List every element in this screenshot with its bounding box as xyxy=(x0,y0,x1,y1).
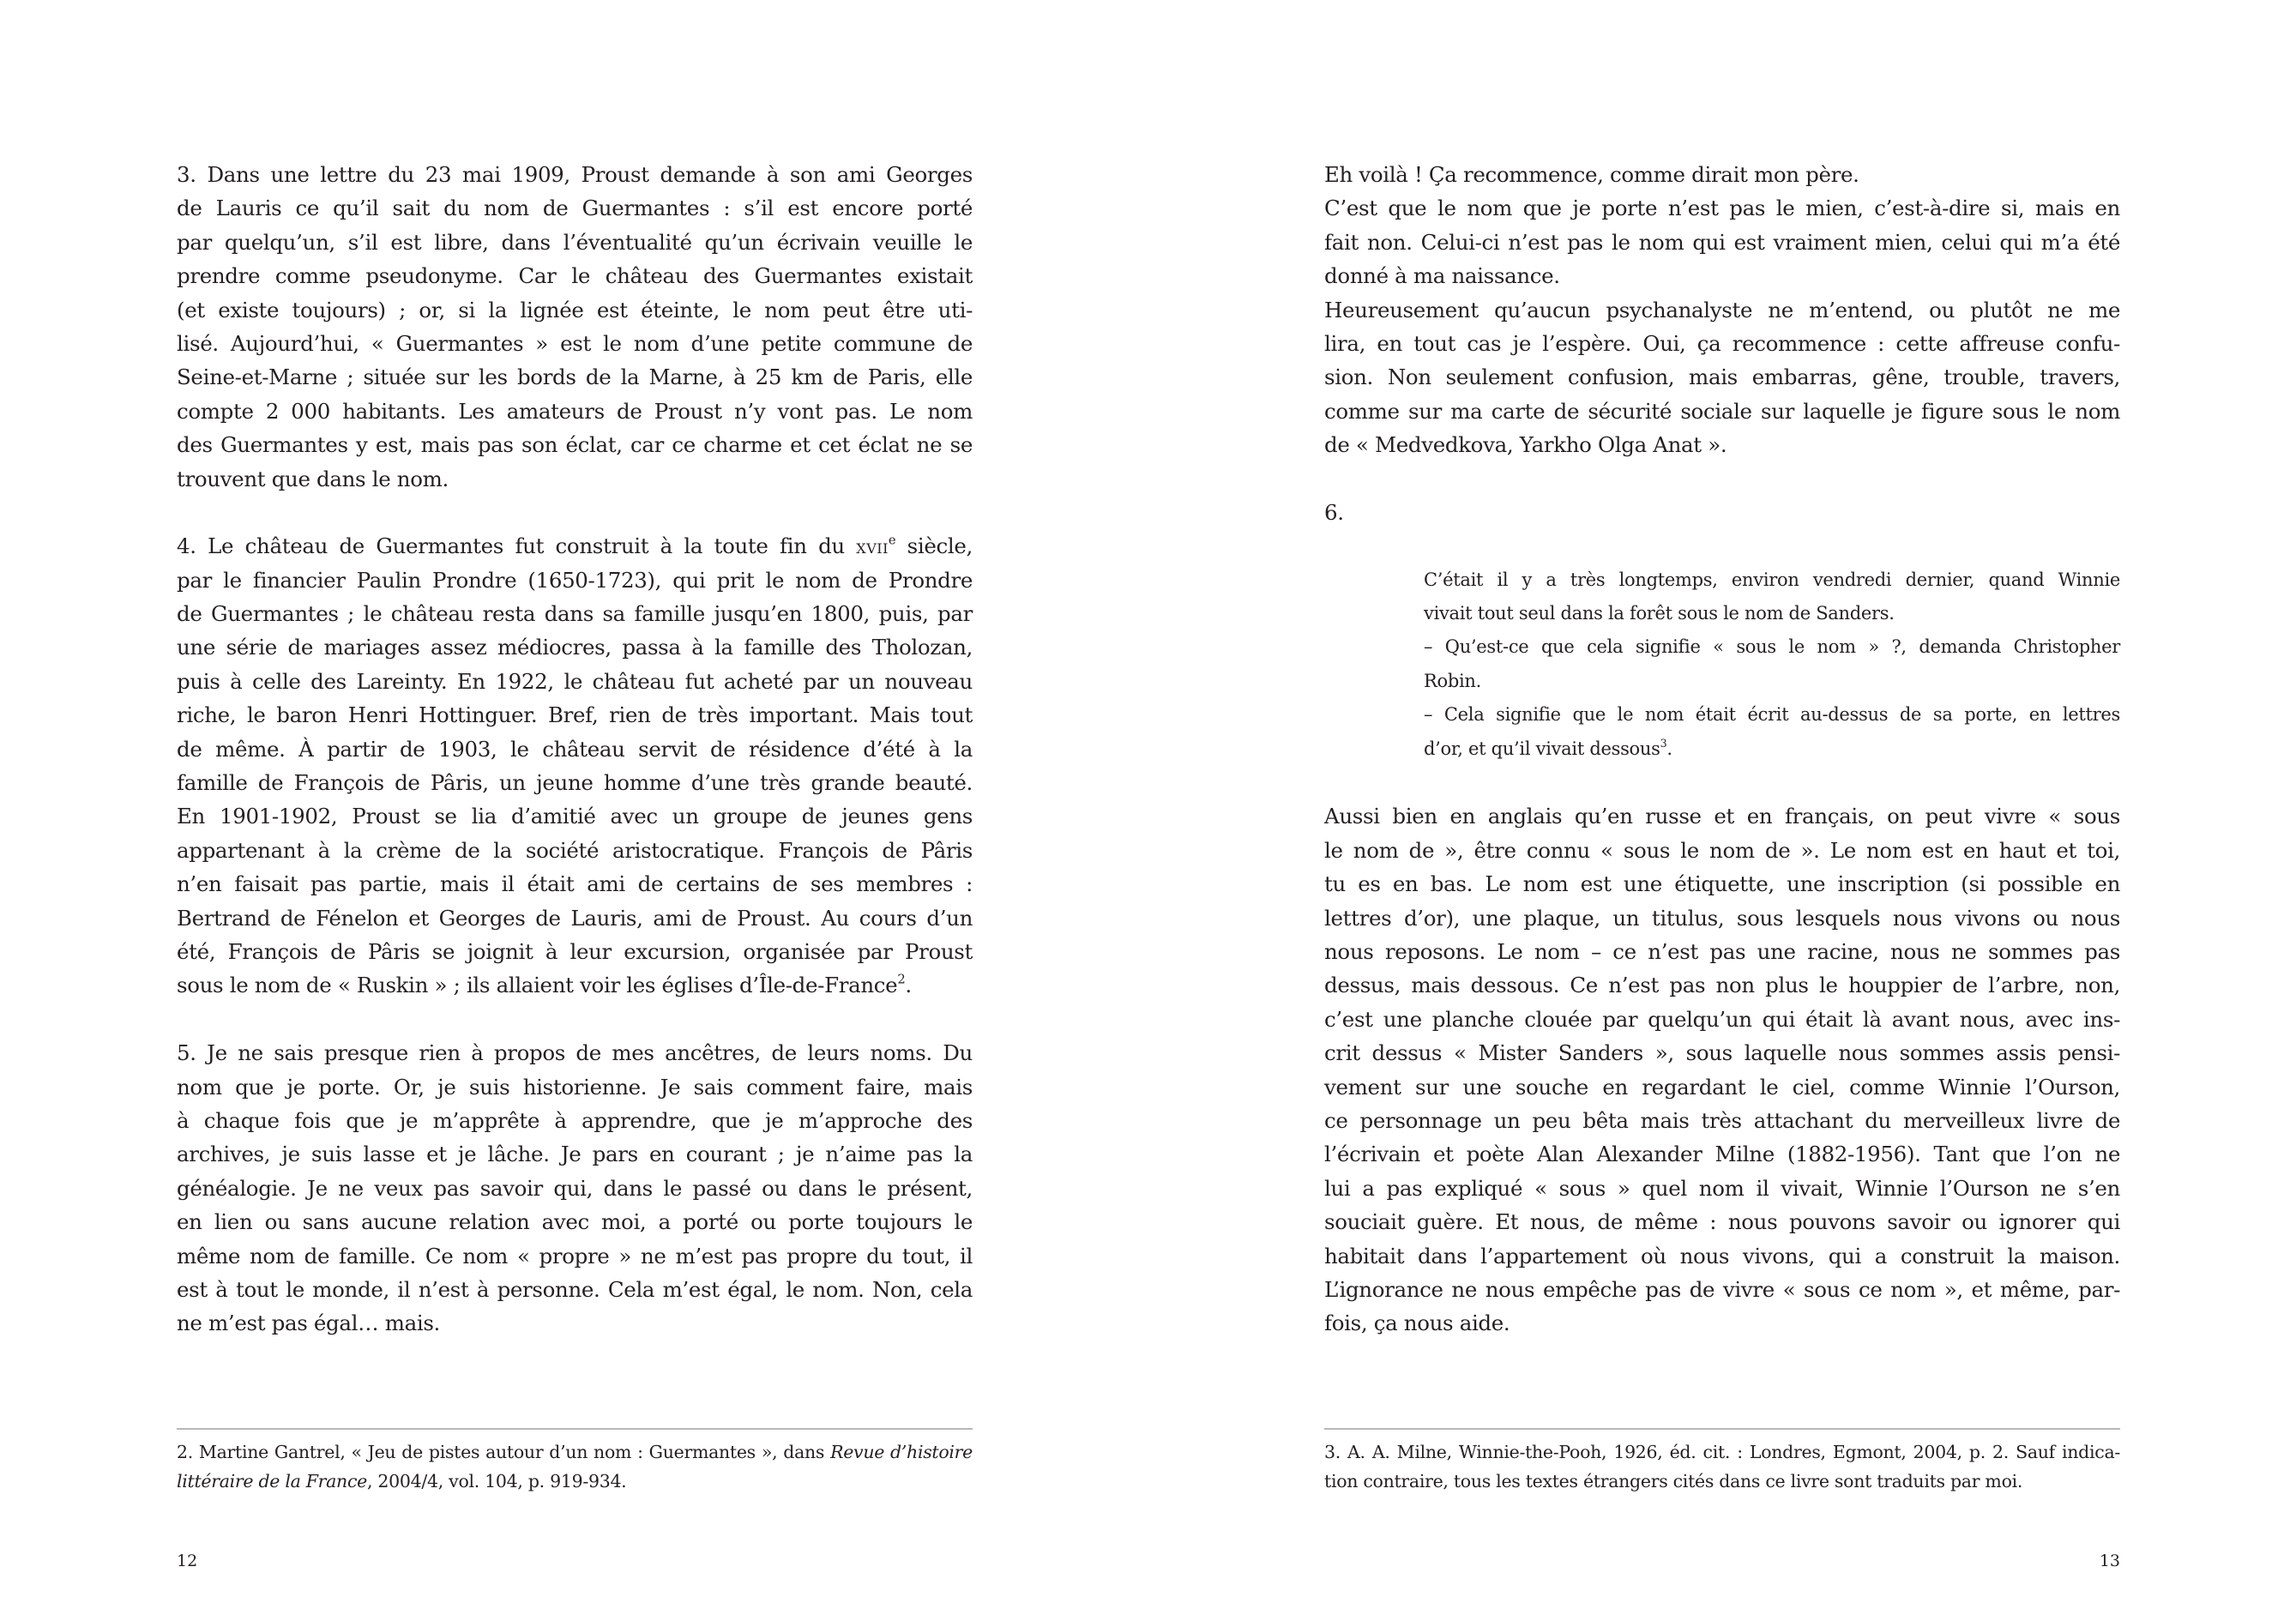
text-line: même nom de famille. Ce nom « propre » ne m’est pas propre du tout, il xyxy=(177,1243,973,1268)
text-line: par le financier Paulin Prondre (1650-1723), qui prit le nom de Prondre xyxy=(177,567,973,593)
text-line: Heureusement qu’aucun psychanalyste ne m’entend, ou plutôt ne me xyxy=(1324,297,2120,322)
quote-line: – Qu’est-ce que cela signifie « sous le nom » ?, demanda Christopher xyxy=(1424,636,2120,658)
text-segment: , 2004/4, vol. 104, p. 919-934. xyxy=(366,1471,627,1491)
left-page xyxy=(177,0,973,1621)
text-line: lui a pas expliqué « sous » quel nom il vivait, Winnie l’Ourson ne s’en xyxy=(1324,1175,2120,1201)
text-line: souciait guère. Et nous, de même : nous pouvons savoir ou ignorer qui xyxy=(1324,1209,2120,1235)
text-line: de « Medvedkova, Yarkho Olga Anat ». xyxy=(1324,432,1727,458)
superscript: e xyxy=(888,533,896,549)
footnote-line: 3. A. A. Milne, Winnie-the-Pooh, 1926, éd. cit. : Londres, Egmont, 2004, p. 2. Sauf indica- xyxy=(1324,1442,2120,1462)
text-line: une série de mariages assez médiocres, passa à la famille des Tholozan, xyxy=(177,635,973,660)
text-line: lira, en tout cas je l’espère. Oui, ça recommence : cette affreuse confu- xyxy=(1324,330,2120,356)
journal-title: Revue d’histoire xyxy=(830,1442,973,1462)
text-line: de Guermantes ; le château resta dans sa famille jusqu’en 1800, puis, par xyxy=(177,601,973,627)
text-line: Seine-et-Marne ; située sur les bords de la Marne, à 25 km de Paris, elle xyxy=(177,365,973,390)
text-line: famille de François de Pâris, un jeune homme d’une très grande beauté. xyxy=(177,770,973,796)
text-line: le nom de », être connu « sous le nom de ». Le nom est en haut et toi, xyxy=(1324,837,2120,863)
text-line: n’en faisait pas partie, mais il était ami de certains de ses membres : xyxy=(177,871,973,897)
text-line: archives, je suis lasse et je lâche. Je pars en courant ; je n’aime pas la xyxy=(177,1142,973,1167)
text-line: dessus, mais dessous. Ce n’est pas non plus le houppier de l’arbre, non, xyxy=(1324,973,2120,998)
footnote-2 xyxy=(177,1437,973,1496)
text-line: 3. Dans une lettre du 23 mai 1909, Proust demande à son ami Georges xyxy=(177,162,973,187)
text-line: de même. À partir de 1903, le château servit de résidence d’été à la xyxy=(177,736,973,762)
footnote-divider xyxy=(1324,1428,2120,1430)
text-segment: 2. Martine Gantrel, « Jeu de pistes autour d’un nom : Guermantes », dans xyxy=(177,1442,831,1462)
paragraph-3 xyxy=(177,158,973,496)
text-line: des Guermantes y est, mais pas son éclat, car ce charme et cet éclat ne se xyxy=(177,432,973,458)
footnote-line xyxy=(177,1467,973,1496)
text-line: riche, le baron Henri Hottinguer. Bref, rien de très important. Mais tout xyxy=(177,702,973,728)
text-line xyxy=(177,968,973,1002)
left-page-body xyxy=(177,158,973,1341)
paragraph-spacer xyxy=(1324,766,2120,799)
text-line: prendre comme pseudonyme. Car le château des Guermantes existait xyxy=(177,263,973,289)
paragraph-4 xyxy=(177,529,973,1002)
right-page xyxy=(1324,0,2120,1621)
journal-title: littéraire de la France xyxy=(177,1471,367,1491)
footnote-3 xyxy=(1324,1437,2120,1496)
text-line: fois, ça nous aide. xyxy=(1324,1311,1510,1336)
text-line: 5. Je ne sais presque rien à propos de mes ancêtres, de leurs noms. Du xyxy=(177,1040,973,1066)
block-quote xyxy=(1424,563,2120,766)
footnote-ref-3[interactable]: 3 xyxy=(1660,736,1667,750)
paragraph-spacer xyxy=(177,1003,973,1036)
text-line: nom que je porte. Or, je suis historienne. Je sais comment faire, mais xyxy=(177,1074,973,1100)
quote-line: vivait tout seul dans la forêt sous le nom de Sanders. xyxy=(1424,603,1895,624)
text-line: lisé. Aujourd’hui, « Guermantes » est le nom d’une petite commune de xyxy=(177,330,973,356)
text-line: L’ignorance ne nous empêche pas de vivre « sous ce nom », et même, par- xyxy=(1324,1276,2120,1302)
paragraph-intro xyxy=(1324,158,2120,462)
footnote-divider xyxy=(177,1428,973,1430)
page-number: 13 xyxy=(2099,1552,2120,1570)
text-line: généalogie. Je ne veux pas savoir qui, dans le passé ou dans le présent, xyxy=(177,1175,973,1201)
text-segment: sous le nom de « Ruskin » ; ils allaient voir les églises d’Île-de-France xyxy=(177,973,898,998)
text-line: par quelqu’un, s’il est libre, dans l’éventualité qu’un écrivain veuille le xyxy=(177,229,973,255)
right-page-body xyxy=(1324,158,2120,1341)
text-line: lettres d’or), une plaque, un titulus, sous lesquels nous vivons ou nous xyxy=(1324,905,2120,931)
quote-line xyxy=(1424,732,2120,766)
text-segment: . xyxy=(905,973,912,998)
footnote-line xyxy=(177,1437,973,1467)
text-line: Bertrand de Fénelon et Georges de Lauris, ami de Proust. Au cours d’un xyxy=(177,905,973,931)
text-line: appartenant à la crème de la société aristocratique. François de Pâris xyxy=(177,837,973,863)
text-line: donné à ma naissance. xyxy=(1324,263,1560,289)
text-line: puis à celle des Lareinty. En 1922, le château fut acheté par un nouveau xyxy=(177,668,973,694)
century-small-caps: xvii xyxy=(856,536,889,559)
text-segment: . xyxy=(1666,738,1672,759)
text-line: fait non. Celui-ci n’est pas le nom qui est vraiment mien, celui qui m’a été xyxy=(1324,229,2120,255)
text-line: en lien ou sans aucune relation avec moi, a porté ou porte toujours le xyxy=(177,1209,973,1235)
footnote-ref-2[interactable]: 2 xyxy=(897,973,906,988)
text-line: nous reposons. Le nom – ce n’est pas une racine, nous ne sommes pas xyxy=(1324,938,2120,964)
text-line: habitait dans l’appartement où nous vivons, qui a construit la maison. xyxy=(1324,1243,2120,1268)
text-line: trouvent que dans le nom. xyxy=(177,466,449,491)
text-line: été, François de Pâris se joignit à leur excursion, organisée par Proust xyxy=(177,938,973,964)
text-line: C’est que le nom que je porte n’est pas le mien, c’est-à-dire si, mais en xyxy=(1324,196,2120,221)
text-line: En 1901-1902, Proust se lia d’amitié avec un groupe de jeunes gens xyxy=(177,804,973,829)
text-line: comme sur ma carte de sécurité sociale sur laquelle je figure sous le nom xyxy=(1324,398,2120,424)
quote-line: C’était il y a très longtemps, environ vendredi dernier, quand Winnie xyxy=(1424,569,2120,590)
text-line: vement sur une souche en regardant le ciel, comme Winnie l’Ourson, xyxy=(1324,1074,2120,1100)
paragraph-spacer xyxy=(177,496,973,529)
paragraph-5 xyxy=(177,1036,973,1341)
page-number: 12 xyxy=(177,1552,198,1570)
footnote-line: tion contraire, tous les textes étrangers cités dans ce livre sont traduits par moi. xyxy=(1324,1471,2023,1491)
text-line: à chaque fois que je m’apprête à apprendre, que je m’approche des xyxy=(177,1107,973,1133)
paragraph-spacer xyxy=(1324,529,2120,563)
paragraph-spacer xyxy=(1324,462,2120,496)
quote-line: Robin. xyxy=(1424,670,1482,691)
paragraph-6-body xyxy=(1324,799,2120,1340)
text-line: Aussi bien en anglais qu’en russe et en français, on peut vivre « sous xyxy=(1324,804,2120,829)
text-line: compte 2 000 habitants. Les amateurs de Proust n’y vont pas. Le nom xyxy=(177,398,973,424)
text-line: l’écrivain et poète Alan Alexander Milne (1882-1956). Tant que l’on ne xyxy=(1324,1142,2120,1167)
quote-line: – Cela signifie que le nom était écrit au-dessus de sa porte, en lettres xyxy=(1424,704,2120,726)
text-line: est à tout le monde, il n’est à personne. Cela m’est égal, le nom. Non, cela xyxy=(177,1276,973,1302)
text-line: ce personnage un peu bêta mais très attachant du merveilleux livre de xyxy=(1324,1107,2120,1133)
text-line: c’est une planche clouée par quelqu’un qui était là avant nous, avec ins- xyxy=(1324,1006,2120,1032)
text-line: de Lauris ce qu’il sait du nom de Guermantes : s’il est encore porté xyxy=(177,196,973,221)
text-segment: 4. Le château de Guermantes fut construit à la toute fin du xyxy=(177,533,857,559)
text-line: tu es en bas. Le nom est une étiquette, une inscription (si possible en xyxy=(1324,871,2120,897)
section-number: 6. xyxy=(1324,499,1344,525)
text-line: (et existe toujours) ; or, si la lignée est éteinte, le nom peut être uti- xyxy=(177,297,973,322)
text-segment: siècle, xyxy=(895,533,973,559)
text-line: ne m’est pas égal… mais. xyxy=(177,1311,440,1336)
text-line xyxy=(177,529,973,563)
text-line: Eh voilà ! Ça recommence, comme dirait mon père. xyxy=(1324,162,1859,187)
text-segment: d’or, et qu’il vivait dessous xyxy=(1424,738,1660,759)
text-line: sion. Non seulement confusion, mais embarras, gêne, trouble, travers, xyxy=(1324,365,2120,390)
text-line: crit dessus « Mister Sanders », sous laquelle nous sommes assis pensi- xyxy=(1324,1040,2120,1066)
